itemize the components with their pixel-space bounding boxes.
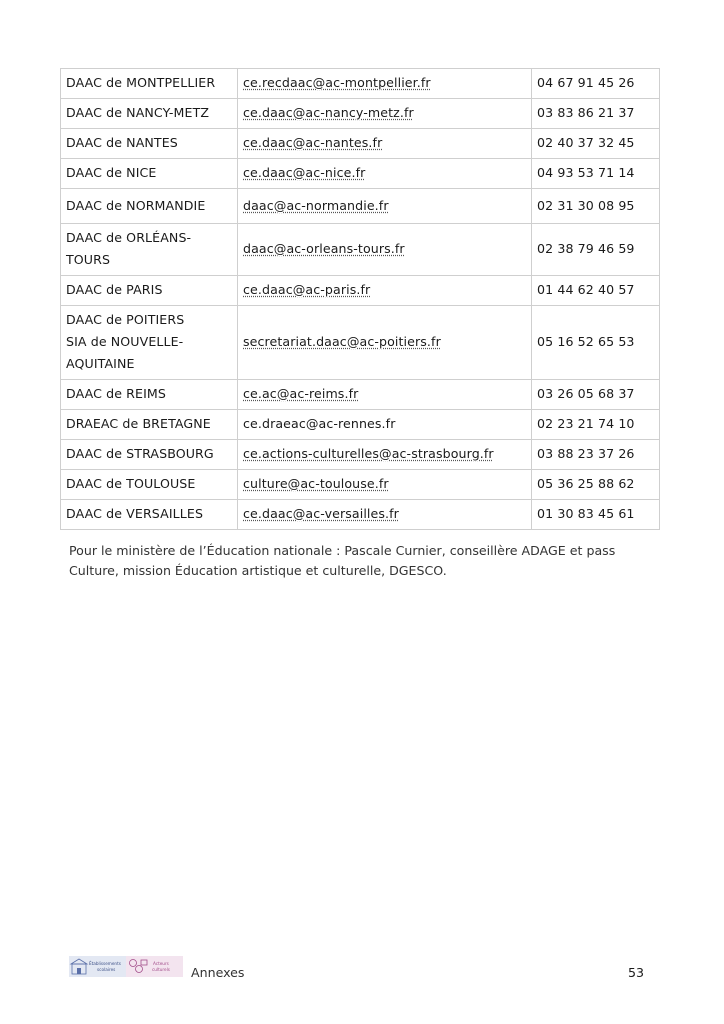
- email-link[interactable]: ce.daac@ac-paris.fr: [243, 282, 371, 297]
- organization-name: DAAC de NORMANDIE: [66, 197, 206, 213]
- table-row: [61, 440, 660, 470]
- organization-cell: [61, 410, 238, 440]
- email-cell: [238, 306, 532, 380]
- table-row: [61, 470, 660, 500]
- email-cell: [238, 99, 532, 129]
- organization-cell: [61, 470, 238, 500]
- email-cell: [238, 69, 532, 99]
- organization-name: DAAC de ORLÉANS-: [66, 230, 192, 245]
- phone-number: 04 67 91 45 26: [532, 69, 660, 99]
- organization-cell: [61, 276, 238, 306]
- organization-cell: [61, 440, 238, 470]
- phone-number: 02 23 21 74 10: [532, 410, 660, 440]
- phone-number: 01 44 62 40 57: [532, 276, 660, 306]
- organization-cell: [61, 380, 238, 410]
- email-link[interactable]: daac@ac-normandie.fr: [243, 197, 389, 213]
- email-link[interactable]: culture@ac-toulouse.fr: [243, 476, 389, 491]
- logo-right-line-2: culturels: [152, 967, 170, 972]
- email-cell: [238, 470, 532, 500]
- organization-cell: [61, 129, 238, 159]
- organization-cell: [61, 306, 238, 380]
- email-cell: [238, 159, 532, 189]
- table-row: [61, 380, 660, 410]
- phone-number: 05 16 52 65 53: [532, 306, 660, 380]
- phone-number: 03 83 86 21 37: [532, 99, 660, 129]
- organization-cell: [61, 99, 238, 129]
- email-link[interactable]: ce.actions-culturelles@ac-strasbourg.fr: [243, 446, 494, 461]
- organization-cell: [61, 224, 238, 276]
- phone-number: 02 38 79 46 59: [532, 224, 660, 276]
- phone-number: 03 26 05 68 37: [532, 380, 660, 410]
- phone-number: 02 40 37 32 45: [532, 129, 660, 159]
- email-cell: [238, 440, 532, 470]
- phone-number: 05 36 25 88 62: [532, 470, 660, 500]
- table-row: [61, 159, 660, 189]
- email-text: ce.draeac@ac-rennes.fr: [243, 416, 396, 431]
- logo-right-line-1: Acteurs: [153, 961, 169, 966]
- logo-left-line-2: scolaires: [97, 967, 116, 972]
- email-cell: [238, 276, 532, 306]
- email-link[interactable]: ce.daac@ac-nantes.fr: [243, 135, 383, 150]
- email-link[interactable]: daac@ac-orleans-tours.fr: [243, 241, 405, 256]
- organization-cell: [61, 159, 238, 189]
- phone-number: 04 93 53 71 14: [532, 159, 660, 189]
- table-row: [61, 410, 660, 440]
- table-row: [61, 99, 660, 129]
- organization-name: SIA de NOUVELLE-: [66, 334, 184, 349]
- organization-cell: [61, 69, 238, 99]
- organization-name: DAAC de STRASBOURG: [66, 446, 214, 461]
- contacts-table-body: [61, 69, 660, 530]
- table-row: [61, 224, 660, 276]
- email-link[interactable]: secretariat.daac@ac-poitiers.fr: [243, 334, 441, 349]
- organization-cell: [61, 189, 238, 224]
- organization-name: DAAC de REIMS: [66, 386, 166, 401]
- organization-name: DAAC de PARIS: [66, 282, 163, 297]
- email-cell: [238, 410, 532, 440]
- footer-section-label: Annexes: [191, 965, 245, 980]
- organization-name: AQUITAINE: [66, 356, 135, 371]
- email-link[interactable]: ce.daac@ac-nancy-metz.fr: [243, 105, 414, 120]
- email-cell: [238, 500, 532, 530]
- table-row: [61, 189, 660, 224]
- organization-cell: [61, 500, 238, 530]
- phone-number: 01 30 83 45 61: [532, 500, 660, 530]
- table-row: [61, 306, 660, 380]
- logo-left-line-1: Établissements: [89, 961, 121, 966]
- phone-number: 02 31 30 08 95: [532, 189, 660, 224]
- footer-logo: [69, 956, 183, 977]
- email-link[interactable]: ce.ac@ac-reims.fr: [243, 386, 359, 401]
- email-cell: [238, 380, 532, 410]
- organization-name: DAAC de NICE: [66, 165, 157, 180]
- contacts-table: [60, 68, 660, 530]
- email-link[interactable]: ce.daac@ac-nice.fr: [243, 165, 366, 180]
- email-cell: [238, 129, 532, 159]
- email-link[interactable]: ce.recdaac@ac-montpellier.fr: [243, 75, 431, 90]
- email-cell: [238, 224, 532, 276]
- organization-name: DAAC de MONTPELLIER: [66, 75, 216, 90]
- organization-name: TOURS: [66, 252, 111, 267]
- organization-name: DAAC de NANCY-METZ: [66, 105, 210, 120]
- table-row: [61, 500, 660, 530]
- table-row: [61, 129, 660, 159]
- email-cell: [238, 189, 532, 224]
- email-link[interactable]: ce.daac@ac-versailles.fr: [243, 506, 399, 521]
- phone-number: 03 88 23 37 26: [532, 440, 660, 470]
- organization-name: DRAEAC de BRETAGNE: [66, 416, 211, 431]
- organization-name: DAAC de POITIERS: [66, 312, 185, 327]
- organization-name: DAAC de NANTES: [66, 135, 178, 150]
- organization-name: DAAC de VERSAILLES: [66, 506, 204, 521]
- organization-name: DAAC de TOULOUSE: [66, 476, 196, 491]
- table-row: [61, 69, 660, 99]
- table-row: [61, 276, 660, 306]
- page-number: 53: [628, 965, 645, 980]
- ministry-contact-note: Pour le ministère de l’Éducation nationale : Pascale Curnier, conseillère ADAGE et pass Culture, mission Éducation artistique et culturelle, DGESCO.: [69, 543, 616, 578]
